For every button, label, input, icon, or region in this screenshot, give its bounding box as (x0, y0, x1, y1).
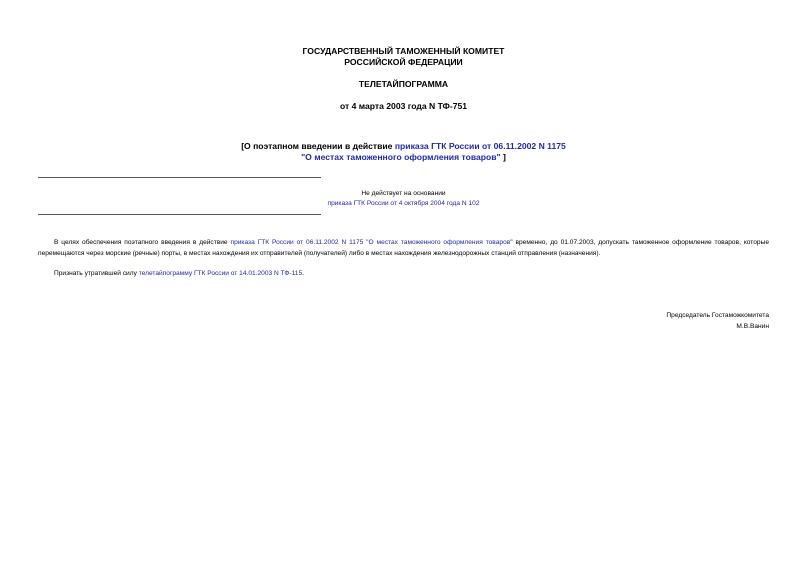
title-open: [О поэтапном введении в действие (241, 141, 395, 151)
signatory-name: М.В.Ванин (736, 323, 769, 330)
divider-bottom (38, 214, 321, 215)
issuer-line-2: РОССИЙСКОЙ ФЕДЕРАЦИИ (344, 57, 463, 67)
document-type: ТЕЛЕТАЙПОГРАММА (358, 79, 449, 89)
paragraph-1-order-link[interactable]: приказа ГТК России от 06.11.2002 N 1175 "О местах таможенного оформления товаров (230, 239, 511, 246)
issuer-line-1: ГОСУДАРСТВЕННЫЙ ТАМОЖЕННЫЙ КОМИТЕТ (302, 46, 505, 56)
signatory-position: Председатель Гостаможкомитета (666, 312, 769, 319)
divider-top (38, 177, 321, 178)
document-date-number: от 4 марта 2003 года N ТФ-751 (339, 101, 468, 111)
repeal-order-link[interactable]: приказа ГТК России от 4 октября 2004 года N 102 (327, 200, 480, 207)
paragraph-2-start: Признать утратившей силу (54, 270, 139, 277)
document-body (38, 237, 769, 259)
title-close: ] (500, 152, 506, 162)
title-link-order[interactable]: приказа ГТК России от 06.11.2002 N 1175 (394, 141, 566, 151)
validity-notice-link-line (0, 199, 807, 209)
title-link-order-name[interactable]: "О местах таможенного оформления товаров" (301, 152, 501, 162)
document-title (0, 141, 807, 152)
paragraph-2-end: . (302, 270, 304, 277)
paragraph-1 (38, 237, 769, 259)
validity-notice: Не действует на основании (361, 190, 446, 197)
paragraph-2 (38, 268, 769, 279)
paragraph-2-teletype-link[interactable]: телетайпограмму ГТК России от 14.01.2003 N ТФ-115 (138, 270, 303, 277)
document-body-2 (38, 268, 769, 279)
paragraph-1-end: " временно, до 01.07.2003, допускать таможенное оформление товаров, которые перемещаются через морские (речные) порты, в местах нахождения их отправителей (получателей) либо в местах нахождения железнодорожных станций отправления (назначения). (38, 239, 769, 257)
document-title-line-2 (0, 152, 807, 163)
paragraph-1-start: В целях обеспечения поэтапного введения в действие (54, 239, 231, 246)
